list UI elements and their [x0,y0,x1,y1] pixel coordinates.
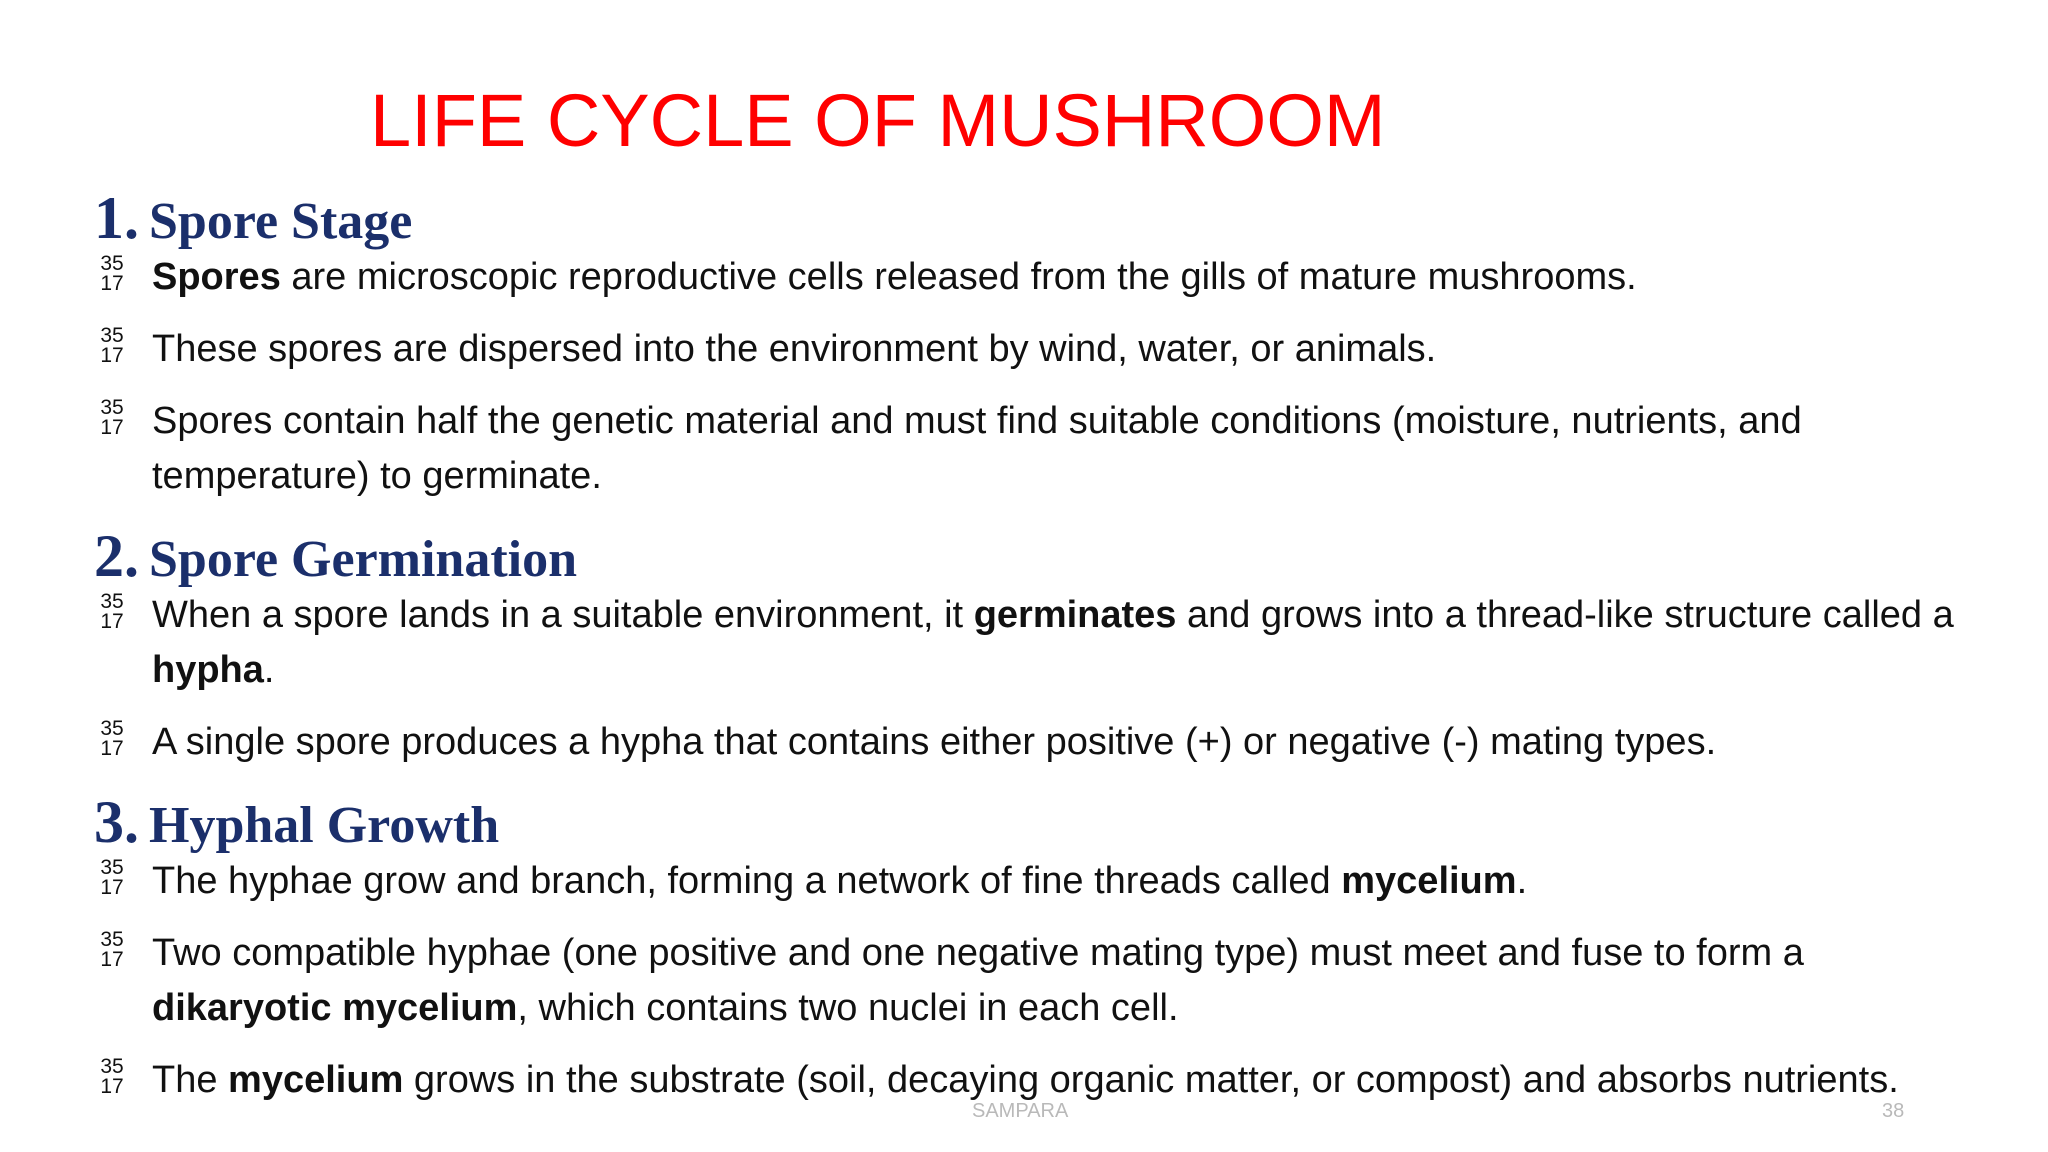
bullet-text: are microscopic reproductive cells released from the gills of mature mushrooms. [280,256,1637,298]
section-spore-germination [94,523,2024,770]
list-item [94,715,2024,770]
bullet-text: Spores contain half the genetic material and must find suitable conditions (moisture, nutrients, and temperature) to germinate. [152,400,1802,497]
bullet-text: When a spore lands in a suitable environment, it [152,594,974,636]
section-heading [94,185,2024,251]
bold-term: mycelium [1341,860,1517,902]
bullet-marker-icon: 35 17 [100,590,124,633]
bullet-marker-icon: 35 17 [100,396,124,439]
bullet-marker-icon: 35 17 [100,324,124,367]
section-number: 3. [94,789,139,855]
bullet-text: A single spore produces a hypha that contains either positive (+) or negative (-) mating types. [152,721,1717,763]
bullet-text: The hyphae grow and branch, forming a network of fine threads called [152,860,1342,902]
bullet-text: Two compatible hyphae (one positive and one negative mating type) must meet and fuse to form a [152,932,1804,974]
bullet-text: These spores are dispersed into the environment by wind, water, or animals. [152,328,1437,370]
bold-term: mycelium [228,1059,404,1101]
section-heading [94,523,2024,589]
list-item [94,322,2024,377]
list-item [94,926,1992,1036]
section-spore-stage [94,185,2024,504]
bullet-text: . [263,649,275,691]
bold-term: germinates [973,594,1177,636]
bullet-marker-icon: 35 17 [100,717,124,760]
bullet-marker-icon: 35 17 [100,1055,124,1098]
bullet-marker-icon: 35 17 [100,252,124,295]
section-title: Spore Stage [149,193,413,250]
slide-title: LIFE CYCLE OF MUSHROOM [370,79,1386,162]
section-number: 1. [94,185,139,251]
slide-content [94,185,2024,1108]
list-item [94,394,1992,504]
section-hyphal-growth [94,789,2024,1108]
bold-term: Spores [152,256,281,298]
section-heading [94,789,2024,855]
bold-term: dikaryotic mycelium [152,987,518,1029]
bullet-text: grows in the substrate (soil, decaying organic matter, or compost) and absorbs nutrients. [403,1059,1899,1101]
bold-term: hypha [152,649,264,691]
section-title: Hyphal Growth [149,797,500,854]
bullet-text: . [1516,860,1528,902]
section-title: Spore Germination [149,531,578,588]
bullet-text: , which contains two nuclei in each cell. [517,987,1179,1029]
list-item [94,854,2024,909]
footer-text: SAMPARA [972,1100,1069,1122]
bullet-text: The [152,1059,229,1101]
bullet-marker-icon: 35 17 [100,928,124,971]
section-number: 2. [94,523,139,589]
bullet-marker-icon: 35 17 [100,856,124,899]
page-number: 38 [1882,1100,1905,1122]
bullet-text: and grows into a thread-like structure called a [1176,594,1954,636]
list-item [94,250,2024,305]
list-item [94,588,2048,698]
list-item [94,1053,2048,1108]
